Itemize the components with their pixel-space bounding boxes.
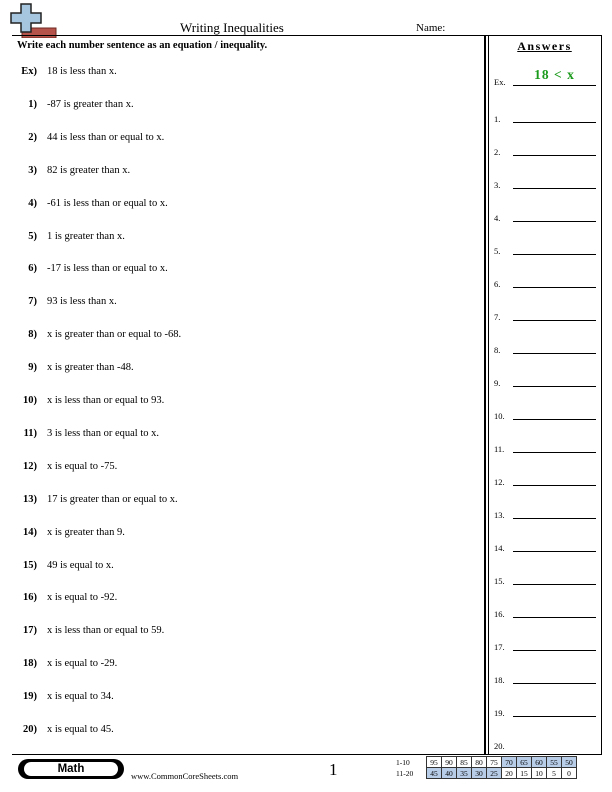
answer-label: 12. [494, 477, 505, 487]
answer-row [494, 671, 596, 685]
question-text: x is equal to -75. [47, 460, 118, 472]
right-border [601, 36, 602, 754]
column-divider [484, 36, 486, 754]
answer-line[interactable] [513, 320, 596, 321]
answer-label: 9. [494, 378, 501, 388]
answers-title: Answers [517, 39, 572, 53]
math-badge-label: Math [24, 762, 118, 776]
answer-label: 17. [494, 642, 505, 652]
question-text: -87 is greater than x. [47, 98, 134, 110]
answer-line[interactable] [513, 254, 596, 255]
score-cell: 5 [547, 768, 562, 779]
score-range-label: 1-10 [396, 757, 410, 767]
answer-row [494, 341, 596, 355]
answer-row [494, 209, 596, 223]
score-cell: 20 [502, 768, 517, 779]
score-cell: 50 [562, 757, 577, 768]
question-text: x is equal to 45. [47, 724, 114, 735]
question-number: 16) [23, 592, 37, 604]
question-number: Ex) [21, 66, 37, 77]
question-text: x is equal to -29. [47, 658, 118, 670]
answer-line[interactable] [513, 155, 596, 156]
answer-label: 18. [494, 675, 505, 685]
score-cell: 15 [517, 768, 532, 779]
answer-row [494, 638, 596, 652]
answer-line[interactable] [513, 518, 596, 519]
question-number: 10) [23, 395, 37, 406]
answer-row [494, 110, 596, 124]
question-number: 5) [28, 230, 37, 242]
answer-label: 15. [494, 576, 505, 586]
answer-label: 8. [494, 345, 501, 355]
question-text: x is less than or equal to 59. [47, 625, 165, 637]
question-text: x is less than or equal to 93. [47, 395, 165, 406]
question-text: x is greater than 9. [47, 526, 125, 538]
score-cell: 60 [532, 757, 547, 768]
question-number: 11) [23, 427, 37, 439]
instructions: Write each number sentence as an equation / inequality. [17, 40, 268, 51]
answer-label: 6. [494, 279, 501, 289]
question-number: 19) [23, 691, 37, 703]
answer-row [494, 407, 596, 421]
question-number: 4) [28, 197, 37, 209]
answer-label: 7. [494, 312, 501, 322]
plus-tile-icon [8, 2, 58, 38]
question-text: 44 is less than or equal to x. [47, 131, 165, 143]
score-cell: 35 [457, 768, 472, 779]
question-number: 15) [23, 559, 37, 571]
answer-row [494, 605, 596, 619]
score-row [396, 768, 577, 779]
question-text: 93 is less than x. [47, 296, 117, 308]
answer-line [513, 67, 596, 86]
question-text: 17 is greater than or equal to x. [47, 493, 178, 505]
answer-line[interactable] [513, 419, 596, 420]
column-divider-inner [488, 36, 489, 754]
question-number: 3) [28, 164, 37, 176]
question-number: 17) [23, 625, 37, 637]
question-number: 7) [28, 296, 37, 308]
answer-label: 1. [494, 114, 501, 124]
question-number: 12) [23, 460, 37, 472]
answer-row [494, 506, 596, 520]
answer-line[interactable] [513, 485, 596, 486]
answer-label: 16. [494, 609, 505, 619]
answer-row [494, 737, 596, 751]
site-url: www.CommonCoreSheets.com [131, 771, 239, 781]
question-number: 1) [28, 98, 37, 110]
question-text: x is greater than -48. [47, 362, 134, 374]
header-divider [12, 35, 602, 36]
question-text: 18 is less than x. [47, 66, 117, 77]
answer-label: 10. [494, 411, 505, 421]
question-text: x is greater than or equal to -68. [47, 329, 182, 341]
question-text: 49 is equal to x. [47, 559, 114, 571]
answer-label: 3. [494, 180, 501, 190]
answer-row [494, 275, 596, 289]
question-number: 20) [23, 724, 37, 735]
question-number: 2) [28, 131, 37, 143]
answer-row [494, 704, 596, 718]
question-text: x is equal to -92. [47, 592, 118, 604]
score-cell: 0 [562, 768, 577, 779]
score-cell: 70 [502, 757, 517, 768]
question-number: 6) [28, 263, 37, 275]
score-cell: 95 [427, 757, 442, 768]
answer-row [494, 473, 596, 487]
score-cell: 80 [472, 757, 487, 768]
answer-line[interactable] [513, 650, 596, 651]
question-text: -61 is less than or equal to x. [47, 197, 168, 209]
answer-row [494, 374, 596, 388]
question-number: 13) [23, 493, 37, 505]
question-text: -17 is less than or equal to x. [47, 263, 168, 275]
math-badge [18, 759, 124, 779]
question-text: x is equal to 34. [47, 691, 114, 703]
score-table [396, 756, 577, 779]
answer-label: 4. [494, 213, 501, 223]
answer-label: 19. [494, 708, 505, 718]
answer-line[interactable] [513, 353, 596, 354]
answer-row [494, 242, 596, 256]
answer-row [494, 440, 596, 454]
answer-line[interactable] [513, 188, 596, 189]
answer-line[interactable] [513, 551, 596, 552]
answer-line[interactable] [513, 122, 596, 123]
worksheet-title: Writing Inequalities [180, 20, 284, 35]
score-cell: 85 [457, 757, 472, 768]
score-cell: 55 [547, 757, 562, 768]
answer-row [494, 308, 596, 322]
answer-label: 11. [494, 444, 505, 454]
example-answer: 18 < x [534, 67, 575, 82]
question-text: 1 is greater than x. [47, 230, 125, 242]
answer-line[interactable] [513, 683, 596, 684]
answer-label: 20. [494, 741, 505, 751]
score-cell: 10 [532, 768, 547, 779]
question-text: 3 is less than or equal to x. [47, 427, 159, 439]
score-cell: 45 [427, 768, 442, 779]
score-cell: 40 [442, 768, 457, 779]
answer-line[interactable] [513, 716, 596, 717]
question-number: 9) [28, 362, 37, 374]
answer-line[interactable] [513, 452, 596, 453]
answer-label: 5. [494, 246, 501, 256]
question-number: 14) [23, 526, 37, 538]
score-cell: 75 [487, 757, 502, 768]
answer-line[interactable] [513, 221, 596, 222]
question-number: 8) [28, 329, 37, 341]
answer-row [494, 572, 596, 586]
score-cell: 25 [487, 768, 502, 779]
answer-label: 2. [494, 147, 501, 157]
answer-label: 13. [494, 510, 505, 520]
question-text: 82 is greater than x. [47, 164, 131, 176]
answer-label: 14. [494, 543, 505, 553]
score-cell: 30 [472, 768, 487, 779]
score-range-label: 11-20 [396, 768, 414, 778]
footer-divider [12, 754, 602, 755]
answer-row [494, 176, 596, 190]
answer-line[interactable] [513, 584, 596, 585]
score-row [396, 757, 577, 768]
name-label: Name: [416, 22, 446, 34]
answer-line[interactable] [513, 386, 596, 387]
answer-row-example [494, 67, 596, 87]
answer-row [494, 539, 596, 553]
answer-label: Ex. [494, 77, 506, 87]
page-number: 1 [329, 760, 338, 779]
score-cell: 90 [442, 757, 457, 768]
answer-line[interactable] [513, 287, 596, 288]
answer-row [494, 143, 596, 157]
answer-line[interactable] [513, 617, 596, 618]
score-cell: 65 [517, 757, 532, 768]
question-number: 18) [23, 658, 37, 670]
